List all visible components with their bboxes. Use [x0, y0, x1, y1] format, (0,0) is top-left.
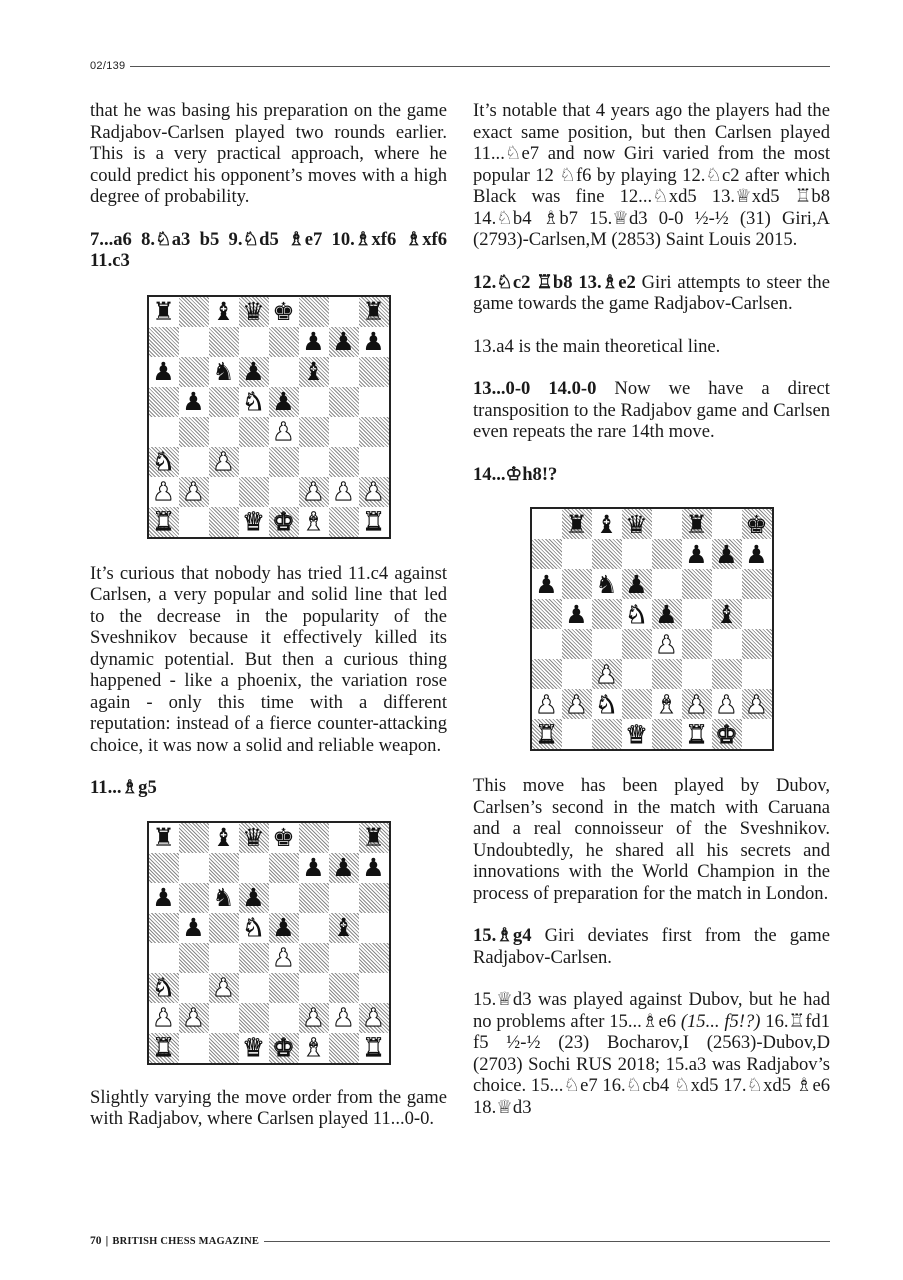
square-h5: [359, 913, 389, 943]
white-pawn-icon-g2: ♟: [329, 477, 359, 507]
left-paragraph-2: It’s curious that nobody has tried 11.c4 against Carlsen, a very popular and solid line that led to the decrease in the popularity of the Sveshnikov because it effectively killed its dynamic potential. But then a curious thing happened - like a phoenix, the variation rose again - only this time with a different reputation: instead of a fierce counter-attacking choice, it was now a solid and reliable weapon.: [90, 562, 447, 756]
page-number: 70: [90, 1235, 102, 1247]
square-g4: [329, 943, 359, 973]
square-e6: [269, 357, 299, 387]
black-pawn-icon-e5: ♟: [269, 913, 299, 943]
white-king-icon-g1: ♚: [712, 719, 742, 749]
square-a7: [149, 853, 179, 883]
square-g8: [329, 297, 359, 327]
chess-diagram-2: [147, 821, 391, 1065]
square-b1: [179, 507, 209, 537]
square-b4: [562, 629, 592, 659]
square-g1: [329, 1033, 359, 1063]
square-d3: [239, 973, 269, 1003]
square-d2: [239, 477, 269, 507]
left-paragraph-1: that he was basing his preparation on the game Radjabov-Carlsen played two rounds earlier. This is a very practical approach, where he could predict his opponent’s moves with a high degree of probability.: [90, 100, 447, 207]
black-pawn-icon-d6: ♟: [239, 883, 269, 913]
square-e2: [269, 477, 299, 507]
square-g6: [329, 883, 359, 913]
square-h3: [359, 447, 389, 477]
square-b1: [179, 1033, 209, 1063]
square-f4: [682, 629, 712, 659]
black-pawn-icon-a6: ♟: [149, 357, 179, 387]
black-pawn-icon-f7: ♟: [682, 539, 712, 569]
white-bishop-icon-f1: ♝: [299, 1033, 329, 1063]
square-c5: [592, 599, 622, 629]
square-b7: [562, 539, 592, 569]
white-pawn-icon-f2: ♟: [682, 689, 712, 719]
white-rook-icon-h1: ♜: [359, 1033, 389, 1063]
square-b7: [179, 327, 209, 357]
white-pawn-icon-e4: ♟: [269, 417, 299, 447]
square-d7: [239, 327, 269, 357]
square-c1: [209, 507, 239, 537]
moves-7-11: 7...a6 8.♘a3 b5 9.♘d5 ♗e7 10.♗xf6 ♗xf6 11.c3: [90, 228, 447, 271]
white-queen-icon-d1: ♛: [622, 719, 652, 749]
move-11-bg5: 11...♗g5: [90, 777, 157, 798]
square-g1: [329, 507, 359, 537]
square-h3: [742, 659, 772, 689]
left-paragraph-3: Slightly varying the move order from the game with Radjabov, where Carlsen played 11...0-0.: [90, 1086, 447, 1129]
square-c4: [592, 629, 622, 659]
black-pawn-icon-b5: ♟: [562, 599, 592, 629]
white-rook-icon-a1: ♜: [149, 507, 179, 537]
square-e3: [652, 659, 682, 689]
white-king-icon-e1: ♚: [269, 507, 299, 537]
square-c2: [209, 1003, 239, 1033]
square-g3: [329, 973, 359, 1003]
right-column: [473, 100, 830, 1118]
square-g8: [329, 823, 359, 853]
black-rook-icon-a8: ♜: [149, 823, 179, 853]
white-pawn-icon-a2: ♟: [149, 1003, 179, 1033]
square-b3: [179, 973, 209, 1003]
moves-13-14: 13...0-0 14.0-0: [473, 378, 597, 399]
black-pawn-icon-e5: ♟: [269, 387, 299, 417]
square-b6: [562, 569, 592, 599]
square-b7: [179, 853, 209, 883]
white-queen-icon-d1: ♛: [239, 1033, 269, 1063]
black-bishop-icon-c8: ♝: [209, 823, 239, 853]
square-b3: [562, 659, 592, 689]
square-a7: [149, 327, 179, 357]
white-rook-icon-a1: ♜: [532, 719, 562, 749]
white-pawn-icon-h2: ♟: [359, 1003, 389, 1033]
header-rule: [130, 66, 830, 67]
square-c7: [209, 853, 239, 883]
square-g5: [329, 387, 359, 417]
square-h5: [359, 387, 389, 417]
square-c1: [209, 1033, 239, 1063]
square-h1: [742, 719, 772, 749]
square-g3: [329, 447, 359, 477]
square-e2: [269, 1003, 299, 1033]
white-pawn-icon-e4: ♟: [652, 629, 682, 659]
white-king-icon-e1: ♚: [269, 1033, 299, 1063]
square-g6: [712, 569, 742, 599]
white-knight-icon-d5: ♞: [622, 599, 652, 629]
square-e3: [269, 447, 299, 477]
white-rook-icon-f1: ♜: [682, 719, 712, 749]
black-knight-icon-c6: ♞: [209, 357, 239, 387]
square-c2: [209, 477, 239, 507]
square-d2: [239, 1003, 269, 1033]
black-pawn-icon-b5: ♟: [179, 387, 209, 417]
black-pawn-icon-g7: ♟: [712, 539, 742, 569]
footer-separator: |: [105, 1235, 109, 1247]
square-b4: [179, 943, 209, 973]
square-f3: [299, 973, 329, 1003]
square-h6: [742, 569, 772, 599]
square-f4: [299, 417, 329, 447]
white-pawn-icon-c3: ♟: [209, 973, 239, 1003]
black-queen-icon-d8: ♛: [239, 823, 269, 853]
footer-rule: [264, 1241, 830, 1242]
magazine-title: BRITISH CHESS MAGAZINE: [112, 1235, 260, 1247]
square-f6: [682, 569, 712, 599]
square-g4: [329, 417, 359, 447]
black-rook-icon-a8: ♜: [149, 297, 179, 327]
black-queen-icon-d8: ♛: [239, 297, 269, 327]
square-b3: [179, 447, 209, 477]
right-paragraph-4: [473, 378, 830, 443]
square-h6: [359, 357, 389, 387]
black-bishop-icon-g5: ♝: [712, 599, 742, 629]
square-b1: [562, 719, 592, 749]
square-h4: [742, 629, 772, 659]
page-counter: 02/139: [90, 60, 126, 72]
square-g8: [712, 509, 742, 539]
square-b8: [179, 297, 209, 327]
square-f3: [682, 659, 712, 689]
black-pawn-icon-a6: ♟: [532, 569, 562, 599]
square-d4: [239, 943, 269, 973]
white-pawn-icon-h2: ♟: [742, 689, 772, 719]
black-rook-icon-h8: ♜: [359, 823, 389, 853]
white-pawn-icon-a2: ♟: [532, 689, 562, 719]
black-pawn-icon-d6: ♟: [239, 357, 269, 387]
black-pawn-icon-h7: ♟: [359, 853, 389, 883]
black-rook-icon-f8: ♜: [682, 509, 712, 539]
square-d4: [622, 629, 652, 659]
moves-12-13: 12.♘c2 ♖b8 13.♗e2: [473, 271, 636, 293]
white-knight-icon-c2: ♞: [592, 689, 622, 719]
square-b4: [179, 417, 209, 447]
black-bishop-icon-g5: ♝: [329, 913, 359, 943]
square-a4: [532, 629, 562, 659]
square-f5: [299, 913, 329, 943]
square-a4: [149, 943, 179, 973]
square-d7: [239, 853, 269, 883]
black-pawn-icon-h7: ♟: [742, 539, 772, 569]
right-paragraph-2-text: Giri attempts to steer the game towards the game Radjabov-Carlsen.: [473, 271, 830, 314]
black-knight-icon-c6: ♞: [592, 569, 622, 599]
white-bishop-icon-e2: ♝: [652, 689, 682, 719]
black-pawn-icon-g7: ♟: [329, 853, 359, 883]
square-c7: [209, 327, 239, 357]
white-knight-icon-d5: ♞: [239, 913, 269, 943]
square-h4: [359, 417, 389, 447]
white-knight-icon-a3: ♞: [149, 973, 179, 1003]
white-pawn-icon-g2: ♟: [329, 1003, 359, 1033]
black-king-icon-e8: ♚: [269, 823, 299, 853]
square-f4: [299, 943, 329, 973]
square-a5: [149, 913, 179, 943]
square-d3: [239, 447, 269, 477]
chess-diagram-3: [530, 507, 774, 751]
square-e8: [652, 509, 682, 539]
square-h3: [359, 973, 389, 1003]
square-f3: [299, 447, 329, 477]
white-pawn-icon-g2: ♟: [712, 689, 742, 719]
black-rook-icon-b8: ♜: [562, 509, 592, 539]
square-b6: [179, 883, 209, 913]
square-f5: [299, 387, 329, 417]
page-footer: [90, 1234, 830, 1248]
right-paragraph-6-text: Giri deviates first from the game Radjabov-Carlsen.: [473, 925, 830, 968]
white-pawn-icon-e4: ♟: [269, 943, 299, 973]
square-h5: [742, 599, 772, 629]
white-pawn-icon-b2: ♟: [179, 477, 209, 507]
move-14-kh8: 14...♔h8!?: [473, 463, 558, 485]
white-knight-icon-a3: ♞: [149, 447, 179, 477]
square-a3: [532, 659, 562, 689]
black-bishop-icon-f6: ♝: [299, 357, 329, 387]
square-a8: [532, 509, 562, 539]
square-e6: [269, 883, 299, 913]
right-paragraph-2: [473, 272, 830, 315]
square-e6: [652, 569, 682, 599]
black-pawn-icon-e5: ♟: [652, 599, 682, 629]
square-c1: [592, 719, 622, 749]
white-knight-icon-d5: ♞: [239, 387, 269, 417]
square-e7: [652, 539, 682, 569]
square-b6: [179, 357, 209, 387]
square-h4: [359, 943, 389, 973]
white-pawn-icon-b2: ♟: [179, 1003, 209, 1033]
black-bishop-icon-c8: ♝: [209, 297, 239, 327]
white-queen-icon-d1: ♛: [239, 507, 269, 537]
white-pawn-icon-f2: ♟: [299, 477, 329, 507]
left-column: [90, 100, 447, 1130]
square-b8: [179, 823, 209, 853]
right-paragraph-7-a: 15.♕d3 was played against Dubov, but he had no problems after 15...♗e6: [473, 989, 830, 1032]
square-f6: [299, 883, 329, 913]
page-header: [90, 58, 830, 74]
square-d4: [239, 417, 269, 447]
black-pawn-icon-f7: ♟: [299, 327, 329, 357]
right-paragraph-7-italic: (15... f5!?): [680, 1010, 761, 1032]
square-c5: [209, 913, 239, 943]
square-a5: [149, 387, 179, 417]
black-pawn-icon-a6: ♟: [149, 883, 179, 913]
white-rook-icon-h1: ♜: [359, 507, 389, 537]
right-paragraph-7: [473, 989, 830, 1118]
square-d2: [622, 689, 652, 719]
black-rook-icon-h8: ♜: [359, 297, 389, 327]
square-e7: [269, 853, 299, 883]
square-h6: [359, 883, 389, 913]
white-bishop-icon-f1: ♝: [299, 507, 329, 537]
square-c7: [592, 539, 622, 569]
square-e1: [652, 719, 682, 749]
white-pawn-icon-c3: ♟: [209, 447, 239, 477]
square-d7: [622, 539, 652, 569]
black-pawn-icon-b5: ♟: [179, 913, 209, 943]
white-pawn-icon-b2: ♟: [562, 689, 592, 719]
square-e3: [269, 973, 299, 1003]
white-pawn-icon-h2: ♟: [359, 477, 389, 507]
square-f8: [299, 297, 329, 327]
black-knight-icon-c6: ♞: [209, 883, 239, 913]
chess-diagram-1: [147, 295, 391, 539]
square-c4: [209, 943, 239, 973]
black-pawn-icon-f7: ♟: [299, 853, 329, 883]
square-a5: [532, 599, 562, 629]
black-bishop-icon-c8: ♝: [592, 509, 622, 539]
right-paragraph-6: [473, 925, 830, 968]
right-paragraph-3: 13.a4 is the main theoretical line.: [473, 335, 721, 357]
move-15-bg4: 15.♗g4: [473, 925, 532, 946]
black-pawn-icon-d6: ♟: [622, 569, 652, 599]
square-g4: [712, 629, 742, 659]
black-queen-icon-d8: ♛: [622, 509, 652, 539]
black-king-icon-h8: ♚: [742, 509, 772, 539]
right-paragraph-1: It’s notable that 4 years ago the players had the exact same position, but then Carlsen played 11...♘e7 and now Giri varied from the most popular 12 ♘f6 by playing 12.♘c2 after which Black was fine 12...♘xd5 13.♕xd5 ♖b8 14.♘b4 ♗b7 15.♕d3 0-0 ½-½ (31) Giri,A (2793)-Carlsen,M (2853) Saint Louis 2015.: [473, 100, 830, 250]
right-paragraph-7-c: 16.♖fd1 f5 ½-½ (23) Bocharov,I (2563)-Dubov,D (2703) Sochi RUS 2018; 15.a3 was Radjabov’s choice. 15...♘e7 16.♘cb4 ♘xd5 17.♘xd5 ♗e6 18.♕d3: [473, 1010, 830, 1118]
square-a7: [532, 539, 562, 569]
square-c4: [209, 417, 239, 447]
black-pawn-icon-g7: ♟: [329, 327, 359, 357]
black-pawn-icon-h7: ♟: [359, 327, 389, 357]
square-d3: [622, 659, 652, 689]
white-rook-icon-a1: ♜: [149, 1033, 179, 1063]
right-paragraph-5: This move has been played by Dubov, Carlsen’s second in the match with Caruana and a real connoisseur of the Sveshnikov. Undoubtedly, he shared all his secrets and innovations with the World Champion in the process of preparation for the match in London.: [473, 775, 830, 904]
white-pawn-icon-f2: ♟: [299, 1003, 329, 1033]
square-e7: [269, 327, 299, 357]
white-pawn-icon-a2: ♟: [149, 477, 179, 507]
white-pawn-icon-c3: ♟: [592, 659, 622, 689]
square-c5: [209, 387, 239, 417]
right-paragraph-4-text: Now we have a direct transposition to the Radjabov game and Carlsen even repeats the rare 14th move.: [473, 378, 830, 442]
square-g6: [329, 357, 359, 387]
square-a4: [149, 417, 179, 447]
black-king-icon-e8: ♚: [269, 297, 299, 327]
square-g3: [712, 659, 742, 689]
square-f8: [299, 823, 329, 853]
square-f5: [682, 599, 712, 629]
